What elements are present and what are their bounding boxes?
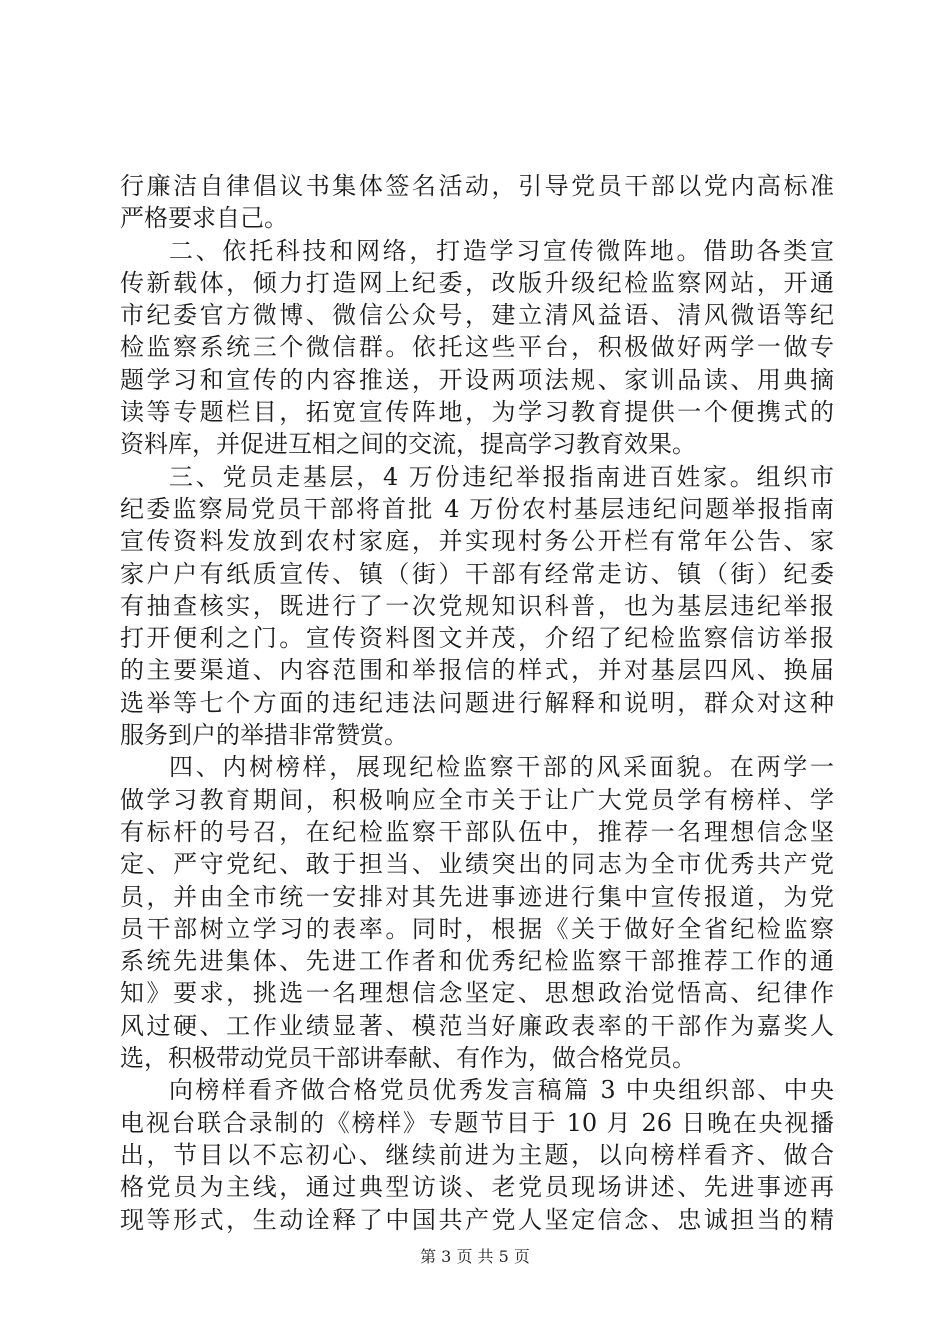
text-line: 资料库，并促进互相之间的交流，提高学习教育效果。 — [120, 430, 696, 459]
text-line: 服务到户的举措非常赞赏。 — [120, 721, 408, 750]
text-line: 有标杆的号召，在纪检监察干部队伍中，推荐一名理想信念坚 — [120, 817, 834, 846]
text-line: 系统先进集体、先进工作者和优秀纪检监察干部推荐工作的通 — [120, 947, 834, 976]
text-line: 的主要渠道、内容范围和举报信的样式，并对基层四风、换届 — [120, 656, 834, 685]
text-line: 现等形式，生动诠释了中国共产党人坚定信念、忠诚担当的精 — [120, 1205, 834, 1234]
text-line: 选，积极带动党员干部讲奉献、有作为，做合格党员。 — [120, 1044, 696, 1073]
text-line: 行廉洁自律倡议书集体签名活动，引导党员干部以党内高标准 — [120, 172, 834, 200]
text-line: 纪委监察局党员干部将首批 4 万份农村基层违纪问题举报指南 — [120, 494, 834, 523]
text-line: 出，节目以不忘初心、继续前进为主题，以向榜样看齐、做合 — [120, 1140, 834, 1169]
text-line: 读等专题栏目，拓宽宣传阵地，为学习教育提供一个便携式的 — [120, 398, 834, 427]
text-line: 检监察系统三个微信群。依托这些平台，积极做好两学一做专 — [120, 333, 834, 362]
text-line: 格党员为主线，通过典型访谈、老党员现场讲述、先进事迹再 — [120, 1173, 834, 1202]
paragraph-first-line: 向榜样看齐做合格党员优秀发言稿篇 3 中央组织部、中央 — [169, 1076, 834, 1105]
text-line: 选举等七个方面的违纪违法问题进行解释和说明，群众对这种 — [120, 688, 834, 717]
text-line: 严格要求自己。 — [120, 204, 288, 233]
text-line: 打开便利之门。宣传资料图文并茂，介绍了纪检监察信访举报 — [120, 624, 834, 653]
text-line: 题学习和宣传的内容推送，开设两项法规、家训品读、用典摘 — [120, 365, 834, 394]
text-line: 电视台联合录制的《榜样》专题节目于 10 月 26 日晚在央视播 — [120, 1108, 834, 1137]
text-line: 市纪委官方微博、微信公众号，建立清风益语、清风微语等纪 — [120, 301, 834, 330]
text-line: 有抽查核实，既进行了一次党规知识科普，也为基层违纪举报 — [120, 591, 834, 620]
document-body — [120, 170, 834, 1236]
text-line: 宣传资料发放到农村家庭，并实现村务公开栏有常年公告、家 — [120, 527, 834, 556]
paragraph-first-line: 四、内树榜样，展现纪检监察干部的风采面貌。在两学一 — [169, 753, 834, 782]
text-line: 员干部树立学习的表率。同时，根据《关于做好全省纪检监察 — [120, 914, 834, 943]
text-line: 家户户有纸质宣传、镇（街）干部有经常走访、镇（街）纪委 — [120, 559, 834, 588]
text-line: 传新载体，倾力打造网上纪委，改版升级纪检监察网站，开通 — [120, 268, 834, 297]
text-line: 定、严守党纪、敢于担当、业绩突出的同志为全市优秀共产党 — [120, 850, 834, 879]
paragraph-first-line: 三、党员走基层，4 万份违纪举报指南进百姓家。组织市 — [169, 462, 834, 491]
text-line: 知》要求，挑选一名理想信念坚定、思想政治觉悟高、纪律作 — [120, 979, 834, 1008]
paragraph-first-line: 二、依托科技和网络，打造学习宣传微阵地。借助各类宣 — [169, 236, 834, 265]
text-line: 做学习教育期间，积极响应全市关于让广大党员学有榜样、学 — [120, 785, 834, 814]
text-line: 风过硬、工作业绩显著、模范当好廉政表率的干部作为嘉奖人 — [120, 1011, 834, 1040]
text-line: 员，并由全市统一安排对其先进事迹进行集中宣传报道，为党 — [120, 882, 834, 911]
page-footer: 第 3 页 共 5 页 — [420, 1247, 530, 1266]
